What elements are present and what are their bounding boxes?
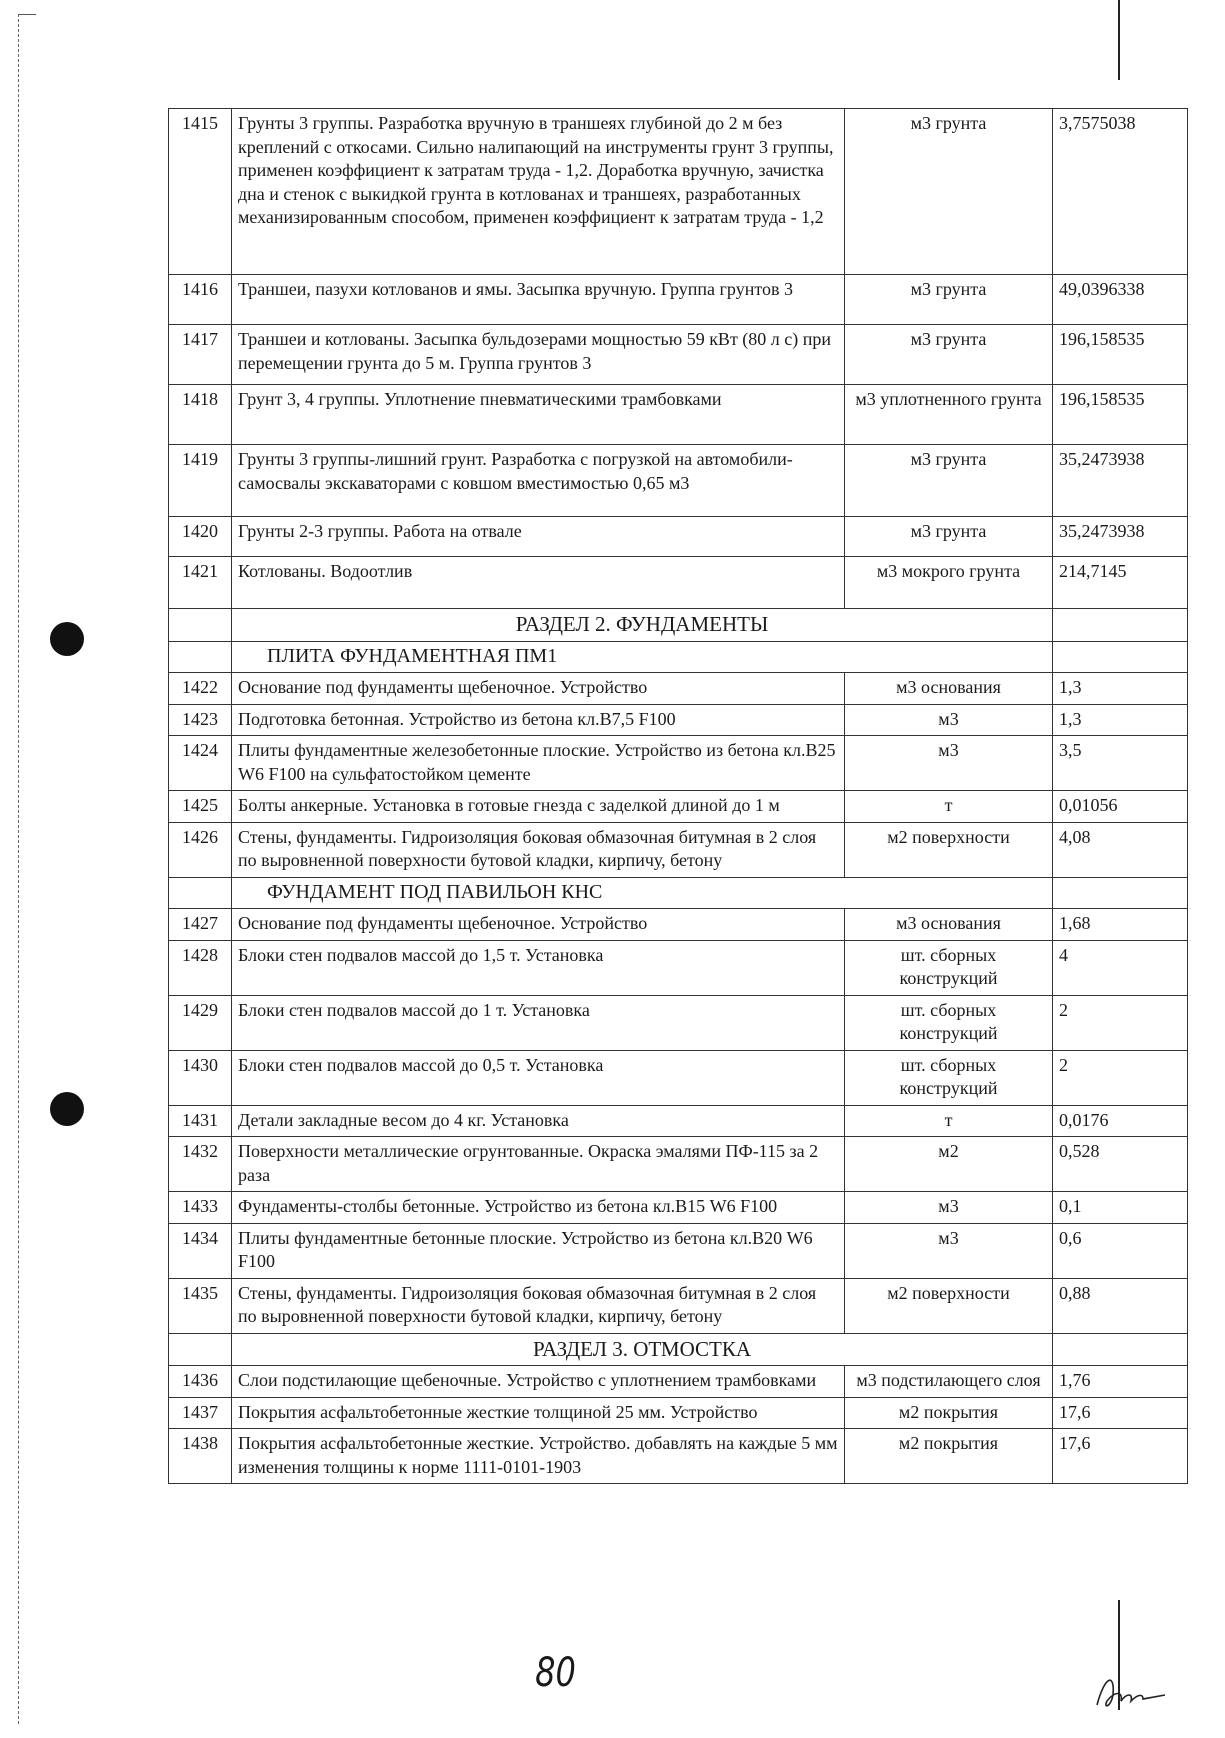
- section-header: [169, 1333, 1188, 1366]
- table-row: [169, 325, 1188, 385]
- page-edge-top: [18, 14, 36, 15]
- row-number: 1435: [169, 1278, 232, 1333]
- page-edge-right: [1118, 0, 1120, 80]
- row-quantity: 0,0176: [1053, 1105, 1188, 1137]
- row-quantity: 4,08: [1053, 822, 1188, 877]
- row-quantity: 17,6: [1053, 1397, 1188, 1429]
- row-quantity: 196,158535: [1053, 325, 1188, 385]
- row-number: 1431: [169, 1105, 232, 1137]
- row-name: Покрытия асфальтобетонные жесткие толщиной 25 мм. Устройство: [232, 1397, 845, 1429]
- row-unit: м3 основания: [845, 673, 1053, 705]
- empty-cell: [1053, 1333, 1188, 1366]
- row-unit: м3 подстилающего слоя: [845, 1366, 1053, 1398]
- row-name: Основание под фундаменты щебеночное. Устройство: [232, 909, 845, 941]
- row-quantity: 0,528: [1053, 1137, 1188, 1192]
- table-row: [169, 1137, 1188, 1192]
- row-number: 1418: [169, 385, 232, 445]
- row-quantity: 1,68: [1053, 909, 1188, 941]
- row-quantity: 2: [1053, 995, 1188, 1050]
- row-quantity: 0,88: [1053, 1278, 1188, 1333]
- row-quantity: 1,3: [1053, 673, 1188, 705]
- table-row: [169, 791, 1188, 823]
- row-number: 1432: [169, 1137, 232, 1192]
- empty-cell: [169, 877, 232, 909]
- table-row: [169, 995, 1188, 1050]
- row-name: Траншеи и котлованы. Засыпка бульдозерами мощностью 59 кВт (80 л с) при перемещении грунта до 5 м. Группа грунтов 3: [232, 325, 845, 385]
- row-name: Блоки стен подвалов массой до 1 т. Установка: [232, 995, 845, 1050]
- row-name: Стены, фундаменты. Гидроизоляция боковая обмазочная битумная в 2 слоя по выровненной поверхности бутовой кладки, кирпичу, бетону: [232, 822, 845, 877]
- row-quantity: 0,6: [1053, 1223, 1188, 1278]
- section-header-title: РАЗДЕЛ 2. ФУНДАМЕНТЫ: [232, 609, 1053, 642]
- row-quantity: 35,2473938: [1053, 445, 1188, 517]
- row-number: 1433: [169, 1192, 232, 1224]
- row-name: Грунты 3 группы. Разработка вручную в траншеях глубиной до 2 м без креплений с откосами. Сильно налипающий на инструменты грунт 3 группы, применен коэффициент к затратам труда - 1,2. Доработка вручную, зачистка дна и стенок с выкидкой грунта в котлованах и траншеях, разработанных механизированным способом, применен коэффициент к затратам труда - 1,2: [232, 109, 845, 275]
- row-name: Грунты 2-3 группы. Работа на отвале: [232, 517, 845, 557]
- table-row: [169, 1366, 1188, 1398]
- row-number: 1422: [169, 673, 232, 705]
- row-name: Поверхности металлические огрунтованные. Окраска эмалями ПФ-115 за 2 раза: [232, 1137, 845, 1192]
- table-row: [169, 822, 1188, 877]
- empty-cell: [169, 609, 232, 642]
- row-unit: м3 грунта: [845, 325, 1053, 385]
- row-unit: м3 грунта: [845, 445, 1053, 517]
- empty-cell: [1053, 609, 1188, 642]
- row-unit: т: [845, 791, 1053, 823]
- empty-cell: [169, 641, 232, 673]
- row-number: 1425: [169, 791, 232, 823]
- row-quantity: 196,158535: [1053, 385, 1188, 445]
- row-name: Траншеи, пазухи котлованов и ямы. Засыпка вручную. Группа грунтов 3: [232, 275, 845, 325]
- row-quantity: 49,0396338: [1053, 275, 1188, 325]
- row-name: Стены, фундаменты. Гидроизоляция боковая обмазочная битумная в 2 слоя по выровненной поверхности бутовой кладки, кирпичу, бетону: [232, 1278, 845, 1333]
- table-row: [169, 736, 1188, 791]
- signature-mark: [1085, 1665, 1175, 1715]
- empty-cell: [1053, 877, 1188, 909]
- row-unit: м2 поверхности: [845, 822, 1053, 877]
- table-row: [169, 909, 1188, 941]
- row-name: Подготовка бетонная. Устройство из бетона кл.В7,5 F100: [232, 704, 845, 736]
- row-unit: т: [845, 1105, 1053, 1137]
- row-number: 1437: [169, 1397, 232, 1429]
- empty-cell: [169, 1333, 232, 1366]
- row-name: Плиты фундаментные железобетонные плоские. Устройство из бетона кл.В25 W6 F100 на сульфатостойком цементе: [232, 736, 845, 791]
- page-number: 80: [535, 1650, 576, 1696]
- row-number: 1424: [169, 736, 232, 791]
- row-number: 1438: [169, 1429, 232, 1484]
- row-number: 1426: [169, 822, 232, 877]
- subsection-header-title: ФУНДАМЕНТ ПОД ПАВИЛЬОН КНС: [232, 877, 1053, 909]
- row-unit: м3 основания: [845, 909, 1053, 941]
- row-number: 1436: [169, 1366, 232, 1398]
- table-row: [169, 1223, 1188, 1278]
- row-name: Основание под фундаменты щебеночное. Устройство: [232, 673, 845, 705]
- row-number: 1429: [169, 995, 232, 1050]
- row-unit: м3 грунта: [845, 517, 1053, 557]
- row-unit: м2: [845, 1137, 1053, 1192]
- row-unit: м3: [845, 1192, 1053, 1224]
- subsection-header-title: ПЛИТА ФУНДАМЕНТНАЯ ПМ1: [232, 641, 1053, 673]
- row-quantity: 2: [1053, 1050, 1188, 1105]
- punch-hole-upper: [50, 622, 84, 656]
- row-unit: м2 покрытия: [845, 1397, 1053, 1429]
- row-name: Детали закладные весом до 4 кг. Установка: [232, 1105, 845, 1137]
- row-quantity: 1,3: [1053, 704, 1188, 736]
- row-number: 1427: [169, 909, 232, 941]
- row-quantity: 4: [1053, 940, 1188, 995]
- row-name: Грунт 3, 4 группы. Уплотнение пневматическими трамбовками: [232, 385, 845, 445]
- row-unit: м2 поверхности: [845, 1278, 1053, 1333]
- row-unit: м3 уплотненного грунта: [845, 385, 1053, 445]
- estimate-table: [168, 108, 1188, 1484]
- row-number: 1419: [169, 445, 232, 517]
- row-unit: м3 грунта: [845, 109, 1053, 275]
- row-name: Котлованы. Водоотлив: [232, 557, 845, 609]
- row-number: 1416: [169, 275, 232, 325]
- table-row: [169, 704, 1188, 736]
- subsection-header: [169, 877, 1188, 909]
- section-header: [169, 609, 1188, 642]
- row-quantity: 17,6: [1053, 1429, 1188, 1484]
- row-number: 1420: [169, 517, 232, 557]
- table-row: [169, 557, 1188, 609]
- row-unit: шт. сборных конструкций: [845, 995, 1053, 1050]
- table-row: [169, 1397, 1188, 1429]
- row-unit: м3: [845, 736, 1053, 791]
- empty-cell: [1053, 641, 1188, 673]
- row-number: 1421: [169, 557, 232, 609]
- row-unit: м2 покрытия: [845, 1429, 1053, 1484]
- row-unit: м3 грунта: [845, 275, 1053, 325]
- row-name: Грунты 3 группы-лишний грунт. Разработка с погрузкой на автомобили-самосвалы экскаваторами с ковшом вместимостью 0,65 м3: [232, 445, 845, 517]
- row-name: Плиты фундаментные бетонные плоские. Устройство из бетона кл.В20 W6 F100: [232, 1223, 845, 1278]
- table-row: [169, 1105, 1188, 1137]
- row-number: 1428: [169, 940, 232, 995]
- row-quantity: 35,2473938: [1053, 517, 1188, 557]
- row-unit: м3: [845, 704, 1053, 736]
- table-row: [169, 1278, 1188, 1333]
- table-row: [169, 1192, 1188, 1224]
- table-row: [169, 445, 1188, 517]
- table-row: [169, 109, 1188, 275]
- row-number: 1430: [169, 1050, 232, 1105]
- row-name: Слои подстилающие щебеночные. Устройство с уплотнением трамбовками: [232, 1366, 845, 1398]
- row-number: 1423: [169, 704, 232, 736]
- row-number: 1415: [169, 109, 232, 275]
- punch-hole-lower: [50, 1092, 84, 1126]
- row-name: Фундаменты-столбы бетонные. Устройство из бетона кл.В15 W6 F100: [232, 1192, 845, 1224]
- row-quantity: 0,1: [1053, 1192, 1188, 1224]
- row-name: Покрытия асфальтобетонные жесткие. Устройство. добавлять на каждые 5 мм изменения толщины к норме 1111-0101-1903: [232, 1429, 845, 1484]
- row-quantity: 214,7145: [1053, 557, 1188, 609]
- table-row: [169, 940, 1188, 995]
- row-quantity: 3,7575038: [1053, 109, 1188, 275]
- row-unit: шт. сборных конструкций: [845, 1050, 1053, 1105]
- page-edge-left: [18, 14, 19, 1724]
- row-name: Болты анкерные. Установка в готовые гнезда с заделкой длиной до 1 м: [232, 791, 845, 823]
- row-unit: м3 мокрого грунта: [845, 557, 1053, 609]
- row-unit: м3: [845, 1223, 1053, 1278]
- row-name: Блоки стен подвалов массой до 1,5 т. Установка: [232, 940, 845, 995]
- row-quantity: 0,01056: [1053, 791, 1188, 823]
- section-header-title: РАЗДЕЛ 3. ОТМОСТКА: [232, 1333, 1053, 1366]
- row-number: 1417: [169, 325, 232, 385]
- row-unit: шт. сборных конструкций: [845, 940, 1053, 995]
- row-quantity: 1,76: [1053, 1366, 1188, 1398]
- row-number: 1434: [169, 1223, 232, 1278]
- table-row: [169, 1429, 1188, 1484]
- table-row: [169, 673, 1188, 705]
- table-row: [169, 385, 1188, 445]
- table-row: [169, 517, 1188, 557]
- table-row: [169, 275, 1188, 325]
- row-name: Блоки стен подвалов массой до 0,5 т. Установка: [232, 1050, 845, 1105]
- table-row: [169, 1050, 1188, 1105]
- subsection-header: [169, 641, 1188, 673]
- row-quantity: 3,5: [1053, 736, 1188, 791]
